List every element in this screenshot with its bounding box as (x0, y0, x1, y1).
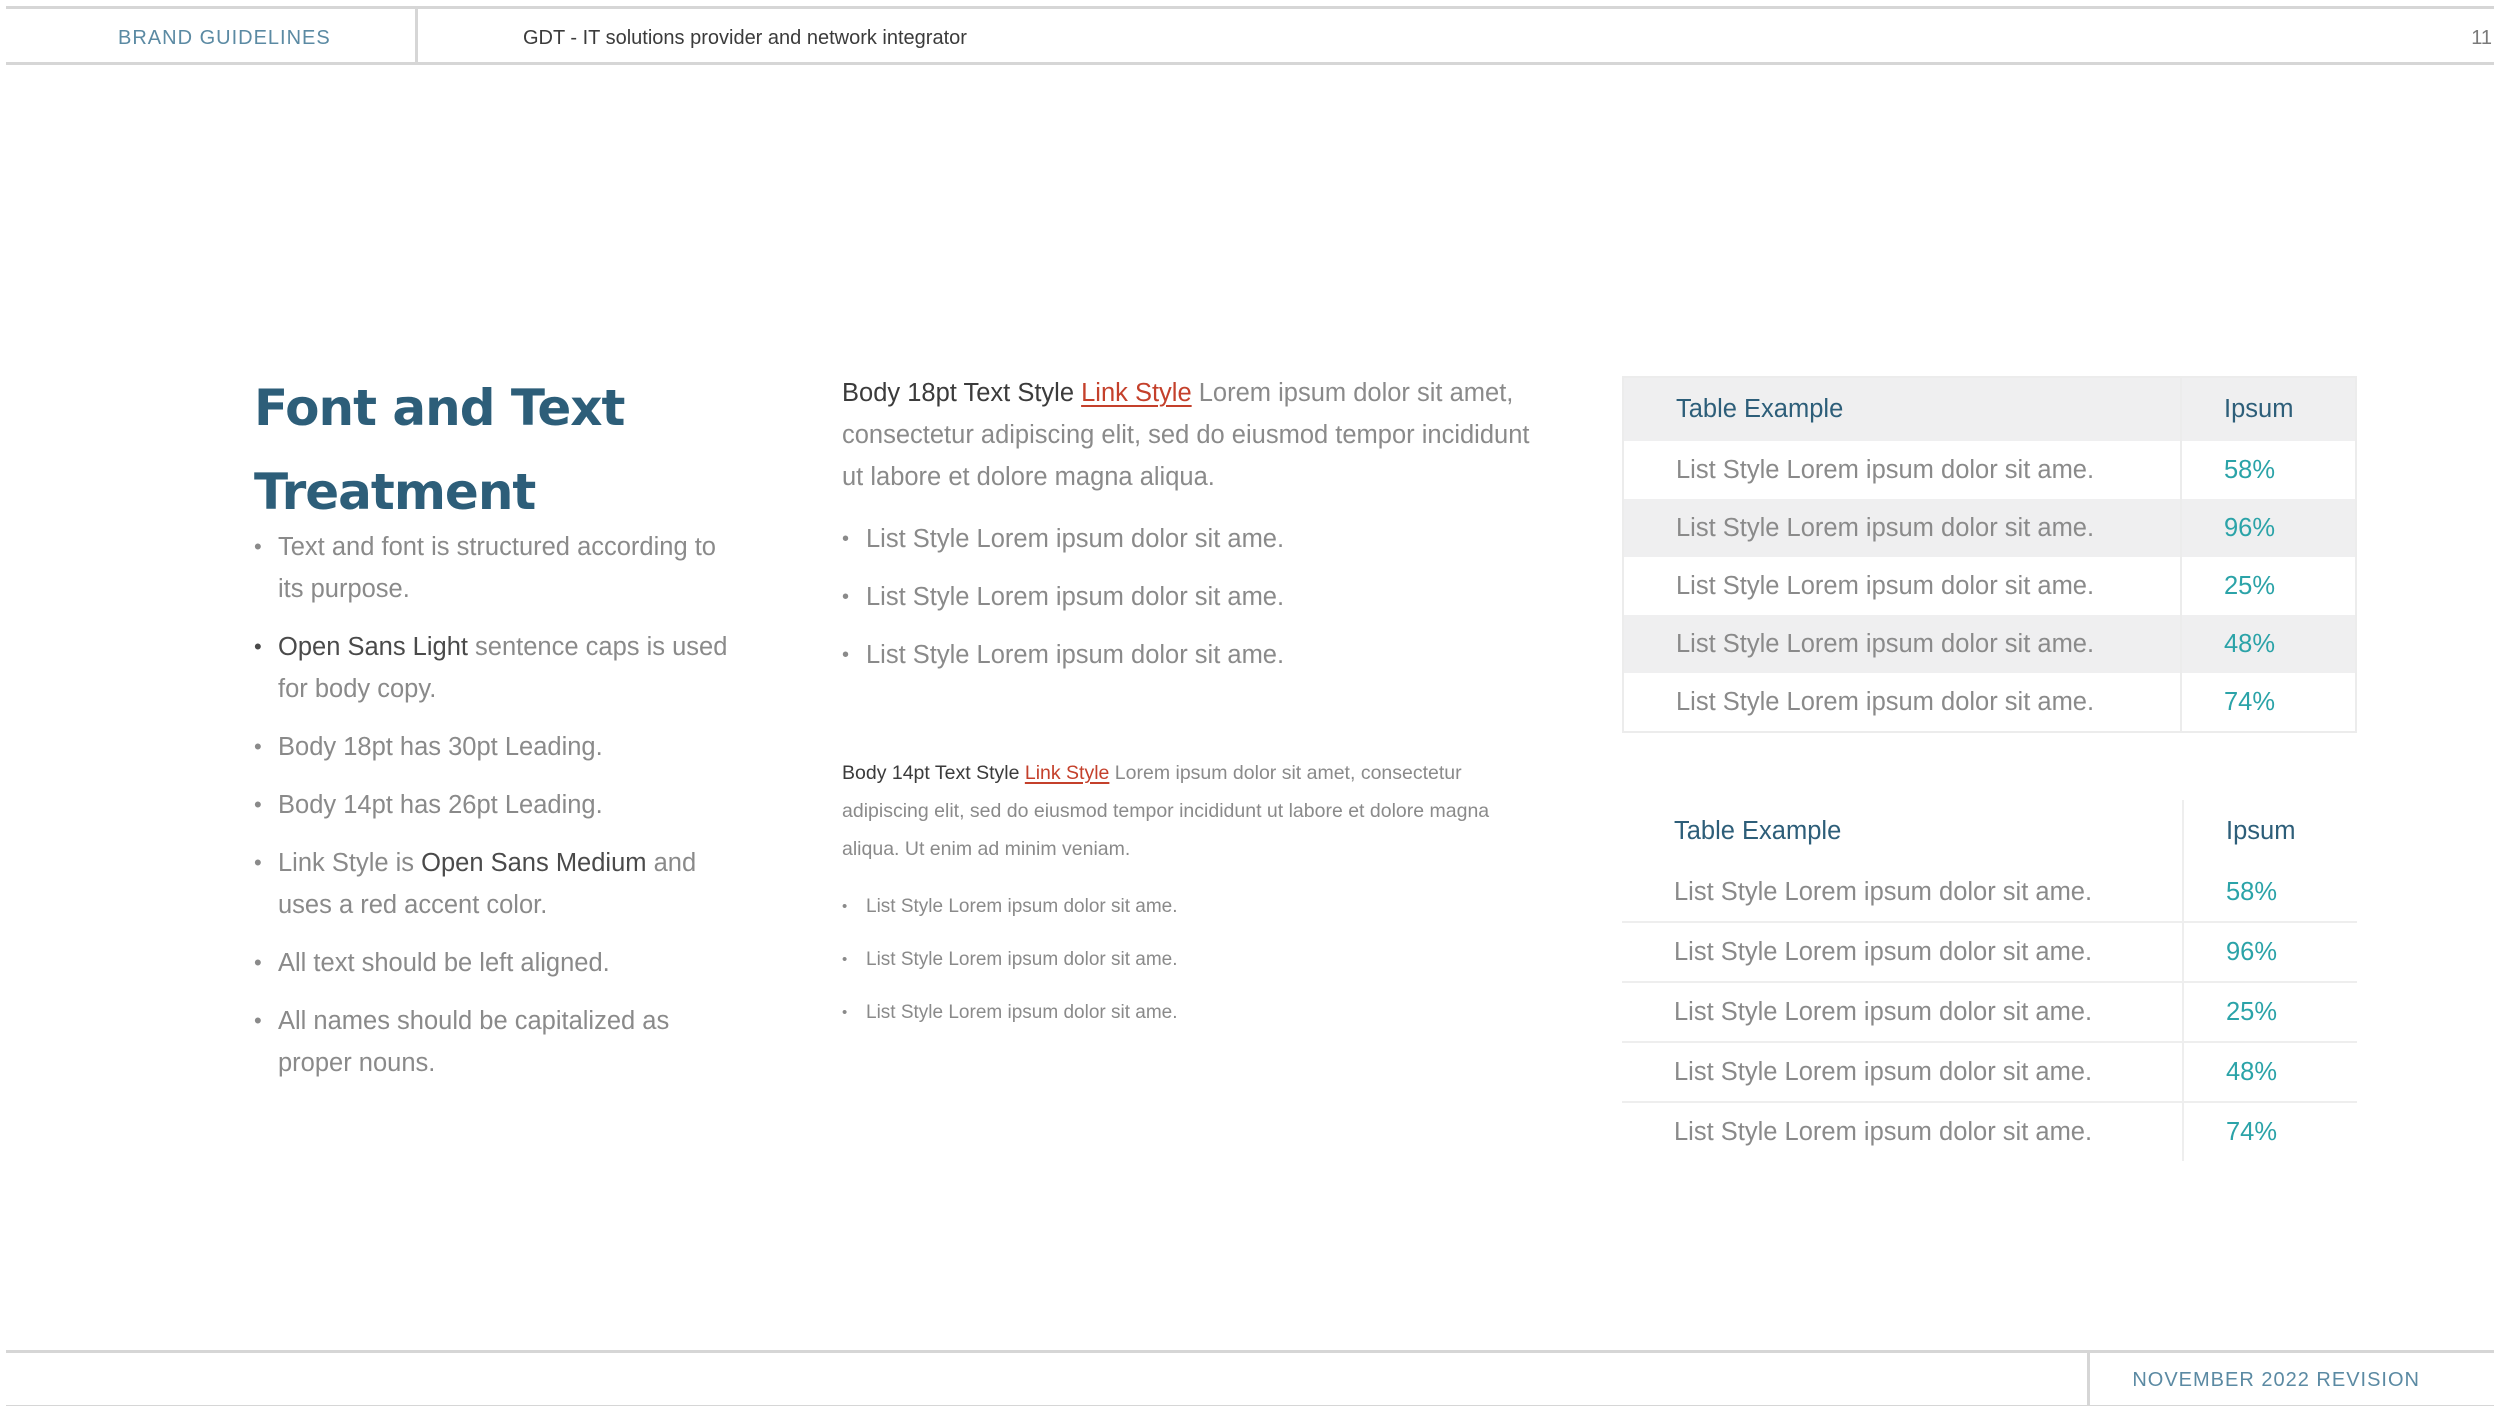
bullet-icon: • (254, 950, 262, 975)
table-row (1623, 499, 2356, 557)
percent-cell: 74% (2181, 673, 2356, 732)
table-row (1622, 863, 2357, 922)
bullet-icon: • (842, 951, 848, 968)
guidelines-list (254, 526, 734, 1100)
list-item: • List Style Lorem ipsum dolor sit ame. (842, 518, 1284, 576)
table-header-row (1623, 377, 2356, 441)
revision-label: NOVEMBER 2022 REVISION (2132, 1369, 2420, 1391)
list-item: • List Style Lorem ipsum dolor sit ame. (842, 888, 1178, 941)
footer-top-rule (6, 1350, 2494, 1353)
percent-cell: 25% (2183, 982, 2357, 1042)
guideline-item: • Body 14pt has 26pt Leading. (254, 784, 734, 826)
percent-cell: 48% (2183, 1042, 2357, 1102)
body18-list (842, 518, 1284, 692)
list-item: • List Style Lorem ipsum dolor sit ame. (842, 941, 1178, 994)
bullet-icon: • (842, 644, 850, 666)
table-header-row (1622, 800, 2357, 863)
guideline-item: • All names should be capitalized as proper nouns. (254, 1000, 734, 1084)
table-cell: List Style Lorem ipsum dolor sit ame. (1674, 1117, 2093, 1146)
table-cell: List Style Lorem ipsum dolor sit ame. (1674, 937, 2093, 966)
body18-text: Lorem ipsum dolor sit amet, consectetur adipiscing elit, sed do eiusmod tempor incididunt ut labore et dolore magna aliqua. (842, 379, 1530, 491)
body14-list (842, 888, 1178, 1047)
table-cell: List Style Lorem ipsum dolor sit ame. (1676, 629, 2095, 658)
bullet-icon: • (842, 528, 850, 550)
table-header-cell: Ipsum (2183, 800, 2357, 863)
font-name-emphasis: Open Sans Medium (421, 849, 647, 877)
table-cell: List Style Lorem ipsum dolor sit ame. (1676, 571, 2095, 600)
body18-sample-paragraph (842, 372, 1542, 498)
body14-sample-paragraph (842, 754, 1502, 868)
footer-divider (2087, 1350, 2090, 1406)
body14-text: Lorem ipsum dolor sit amet, consectetur adipiscing elit, sed do eiusmod tempor incididunt ut labore et dolore magna aliqua. Ut enim ad minim veniam. (842, 762, 1490, 860)
table-cell: List Style Lorem ipsum dolor sit ame. (1676, 455, 2095, 484)
body18-lead: Body 18pt Text Style (842, 379, 1082, 407)
guideline-item: • Open Sans Light sentence caps is used for body copy. (254, 626, 734, 710)
list-item: • List Style Lorem ipsum dolor sit ame. (842, 634, 1284, 692)
table-row (1622, 922, 2357, 982)
table-row (1623, 557, 2356, 615)
bullet-icon: • (842, 586, 850, 608)
bullet-icon: • (254, 792, 262, 817)
percent-cell: 58% (2181, 441, 2356, 499)
page-title (254, 366, 774, 534)
percent-cell: 58% (2183, 863, 2357, 922)
list-item: • List Style Lorem ipsum dolor sit ame. (842, 576, 1284, 634)
table-row (1623, 615, 2356, 673)
table-cell: List Style Lorem ipsum dolor sit ame. (1676, 687, 2095, 716)
body14-lead: Body 14pt Text Style (842, 762, 1025, 784)
header-divider (415, 6, 418, 64)
page-title-line2: Treatment (254, 463, 536, 521)
percent-cell: 74% (2183, 1102, 2357, 1161)
table-header-cell: Table Example (1674, 817, 1842, 845)
guideline-item: • Link Style is Open Sans Medium and uses a red accent color. (254, 842, 734, 926)
table-cell: List Style Lorem ipsum dolor sit ame. (1674, 1057, 2093, 1086)
bullet-icon: • (254, 1008, 262, 1033)
bullet-icon: • (254, 850, 262, 875)
percent-cell: 48% (2181, 615, 2356, 673)
page-title-line1: Font and Text (254, 379, 625, 437)
percent-cell: 25% (2181, 557, 2356, 615)
table-example-shaded (1622, 376, 2357, 733)
guideline-item: • All text should be left aligned. (254, 942, 734, 984)
body18-link[interactable]: Link Style (1081, 379, 1192, 407)
table-row (1623, 673, 2356, 732)
table-example-ruled (1622, 800, 2357, 1161)
table-header-cell: Ipsum (2181, 377, 2356, 441)
page-number: 11 (2471, 27, 2492, 49)
table-row (1622, 1042, 2357, 1102)
table-header-cell: Table Example (1676, 395, 1844, 423)
percent-cell: 96% (2183, 922, 2357, 982)
header-top-rule (6, 6, 2494, 9)
font-name-emphasis: Open Sans Light (278, 633, 468, 661)
table-row (1622, 1102, 2357, 1161)
table-row (1623, 441, 2356, 499)
bullet-icon: • (842, 1004, 848, 1021)
body14-link[interactable]: Link Style (1024, 762, 1110, 784)
header-bottom-rule (6, 62, 2494, 65)
bullet-icon: • (842, 898, 848, 915)
bullet-icon: • (254, 634, 262, 659)
table-cell: List Style Lorem ipsum dolor sit ame. (1676, 513, 2095, 542)
bullet-icon: • (254, 534, 262, 559)
table-cell: List Style Lorem ipsum dolor sit ame. (1674, 877, 2093, 906)
header-company-name: GDT - IT solutions provider and network integrator (523, 27, 967, 49)
table-row (1622, 982, 2357, 1042)
guideline-item: • Text and font is structured according to its purpose. (254, 526, 734, 610)
percent-cell: 96% (2181, 499, 2356, 557)
guideline-item: • Body 18pt has 30pt Leading. (254, 726, 734, 768)
list-item: • List Style Lorem ipsum dolor sit ame. (842, 994, 1178, 1047)
table-cell: List Style Lorem ipsum dolor sit ame. (1674, 997, 2093, 1026)
header-section-label: BRAND GUIDELINES (118, 27, 331, 49)
bullet-icon: • (254, 734, 262, 759)
